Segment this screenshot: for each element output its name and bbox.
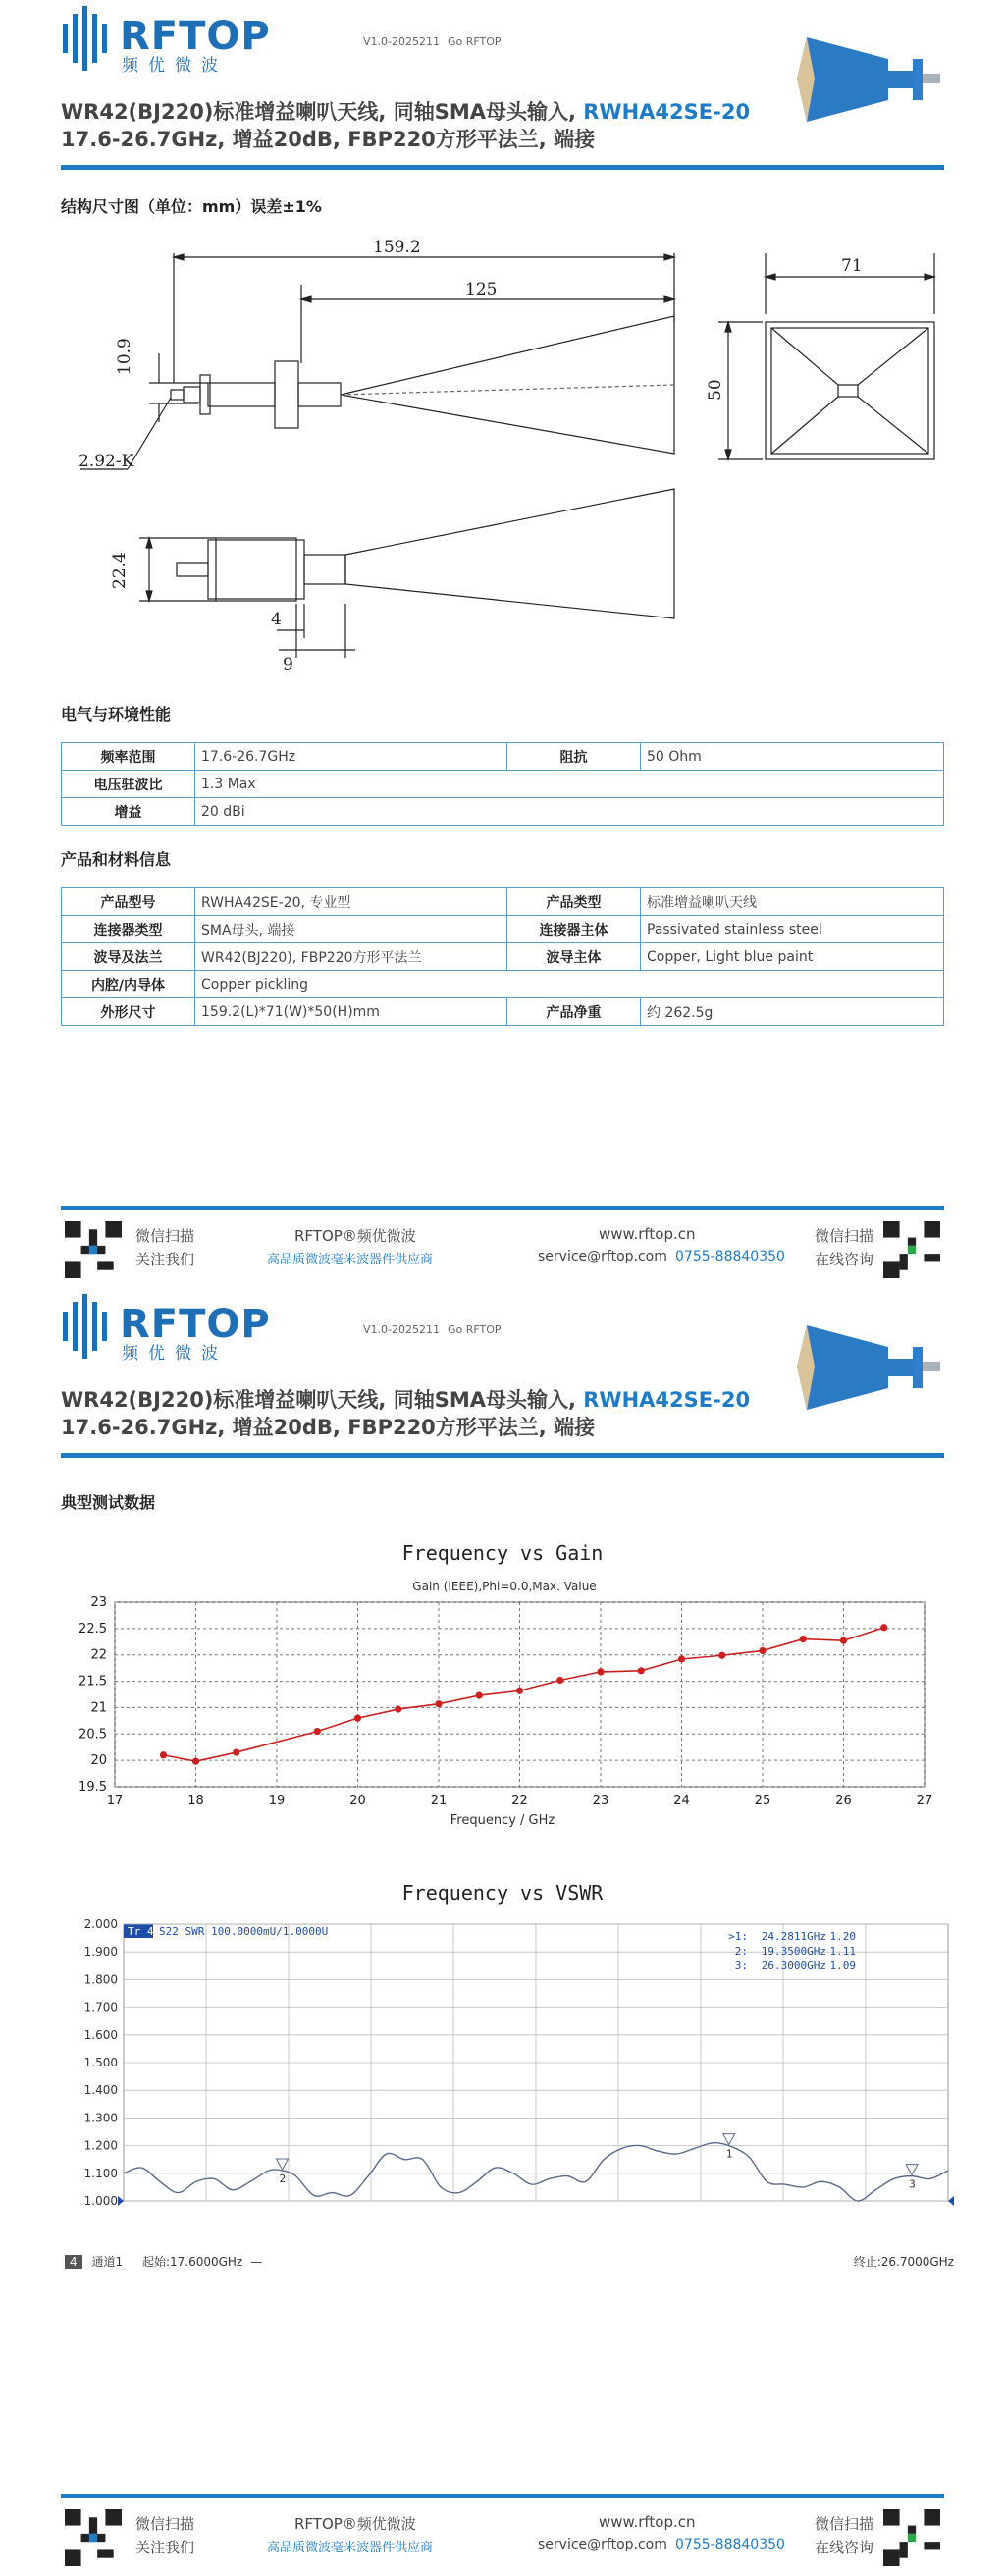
table-cell: 外形尺寸 <box>62 998 195 1026</box>
table-cell: 产品净重 <box>507 998 641 1026</box>
table-cell: RWHA42SE-20, 专业型 <box>195 888 507 916</box>
table-row <box>62 888 944 916</box>
brand-slogan: 高品质微波毫米波器件供应商 <box>267 2541 434 2555</box>
gain-data-point <box>718 1652 725 1659</box>
table-row <box>62 971 944 998</box>
gain-x-tick-label: 26 <box>835 1794 852 1808</box>
wechat-scan-label: 微信扫描 <box>135 2515 195 2533</box>
email-link[interactable]: service@rftop.com <box>538 1249 667 1264</box>
table-cell: Copper pickling <box>195 971 944 998</box>
gain-chart-subtitle: Gain (IEEE),Phi=0.0,Max. Value <box>412 1580 597 1593</box>
vswr-marker-label: 3 <box>909 2177 916 2191</box>
gain-chart-title: Frequency vs Gain <box>401 1541 604 1565</box>
go-rftop: Go RFTOP <box>447 1323 502 1336</box>
follow-us-label: 关注我们 <box>135 2539 195 2556</box>
test-section-title: 典型测试数据 <box>61 1493 156 1512</box>
gain-y-tick-label: 21 <box>90 1700 107 1716</box>
title-line-2: 17.6-26.7GHz, 增益20dB, FBP220方形平法兰, 端接 <box>61 128 596 151</box>
gain-data-point <box>233 1748 239 1755</box>
logo-text: RFTOP <box>120 14 271 59</box>
table-cell: 阻抗 <box>507 743 641 771</box>
wechat-scan-label: 微信扫描 <box>135 1227 195 1245</box>
gain-data-point <box>800 1636 807 1642</box>
gain-data-point <box>354 1715 361 1722</box>
marker-readout-freq: 24.2811GHz <box>761 1930 826 1943</box>
gain-data-point <box>476 1691 483 1698</box>
wechat-scan-label-2: 微信扫描 <box>815 1227 874 1245</box>
dim-length-total: 159.2 <box>373 238 421 257</box>
gain-y-tick-label: 23 <box>90 1595 107 1610</box>
vswr-marker-label: 2 <box>279 2172 287 2185</box>
trace-tag: Tr 4 <box>128 1925 154 1938</box>
gain-y-tick-label: 22 <box>90 1647 107 1663</box>
gain-y-tick-label: 22.5 <box>79 1621 107 1637</box>
electrical-section-title: 电气与环境性能 <box>61 705 172 724</box>
marker-readout-value: 1.11 <box>829 1945 856 1958</box>
reference-arrow-icon <box>118 2196 124 2206</box>
email-link[interactable]: service@rftop.com <box>538 2537 667 2552</box>
logo-text: RFTOP <box>120 1302 271 1347</box>
dim-connector-height: 10.9 <box>115 338 134 375</box>
gain-x-tick-label: 23 <box>592 1794 609 1808</box>
marker-readout-freq: 26.3000GHz <box>761 1959 826 1972</box>
table-cell: 内腔/内导体 <box>62 971 195 998</box>
version-label <box>355 35 502 48</box>
table-row <box>62 916 944 943</box>
gain-data-point <box>192 1758 199 1765</box>
vswr-y-tick-label: 1.400 <box>83 2083 118 2098</box>
gain-data-point <box>516 1688 523 1694</box>
gain-y-tick-label: 20 <box>90 1753 107 1769</box>
dim-waveguide-length: 9 <box>283 655 293 674</box>
gain-data-point <box>314 1728 321 1735</box>
version-label <box>355 1323 502 1336</box>
table-row <box>62 743 944 771</box>
online-consult-label: 在线咨询 <box>815 1251 874 1268</box>
gain-x-tick-label: 22 <box>511 1794 528 1808</box>
gain-x-tick-label: 21 <box>430 1794 448 1808</box>
vswr-y-tick-label: 2.000 <box>83 1917 118 1931</box>
vswr-y-tick-label: 1.600 <box>83 2027 118 2042</box>
dim-horn-length: 125 <box>465 280 498 299</box>
table-cell: 产品类型 <box>507 888 641 916</box>
marker-readout-id: >1: <box>728 1930 748 1943</box>
title-text: WR42(BJ220)标准增益喇叭天线, 同轴SMA母头输入, <box>61 100 584 124</box>
footer <box>61 2505 944 2576</box>
gain-x-tick-label: 17 <box>106 1794 124 1808</box>
website-link[interactable]: www.rftop.cn <box>599 1225 696 1243</box>
brand-name: RFTOP®频优微波 <box>294 2515 416 2533</box>
marker-readout-freq: 19.3500GHz <box>761 1945 826 1958</box>
qr-code-icon <box>65 2509 122 2566</box>
qr-code-icon <box>883 2509 940 2566</box>
marker-readout-value: 1.20 <box>829 1930 856 1943</box>
table-cell: SMA母头, 端接 <box>195 916 507 943</box>
dim-height: 50 <box>706 379 725 401</box>
front-view <box>706 253 934 459</box>
table-cell: 波导及法兰 <box>62 943 195 971</box>
stop-frequency: 终止:26.7000GHz <box>853 2255 954 2269</box>
qr-code-icon <box>65 1221 122 1278</box>
header-divider <box>61 1453 944 1458</box>
vswr-status-bar <box>61 2253 964 2273</box>
table-cell: 频率范围 <box>62 743 195 771</box>
vswr-y-tick-label: 1.000 <box>83 2194 118 2208</box>
gain-data-point <box>638 1667 645 1674</box>
model-number: RWHA42SE-20 <box>583 100 751 124</box>
title-text: WR42(BJ220)标准增益喇叭天线, 同轴SMA母头输入, <box>61 1388 584 1412</box>
table-cell: 20 dBi <box>195 798 944 826</box>
vswr-y-tick-label: 1.900 <box>83 1945 118 1959</box>
phone-number: 0755-88840350 <box>675 1249 785 1264</box>
table-row <box>62 943 944 971</box>
table-cell: WR42(BJ220), FBP220方形平法兰 <box>195 943 507 971</box>
gain-data-point <box>556 1677 563 1684</box>
gain-y-tick-label: 21.5 <box>79 1674 107 1690</box>
table-cell: 159.2(L)*71(W)*50(H)mm <box>195 998 507 1026</box>
connector-type-label: 2.92-K <box>79 452 134 471</box>
vswr-y-tick-label: 1.500 <box>83 2056 118 2069</box>
header-divider <box>61 165 944 170</box>
vswr-chart-title: Frequency vs VSWR <box>401 1881 604 1905</box>
model-number: RWHA42SE-20 <box>583 1388 751 1412</box>
gain-data-point <box>597 1668 604 1675</box>
table-cell: 连接器类型 <box>62 916 195 943</box>
wechat-scan-label-2: 微信扫描 <box>815 2515 874 2533</box>
table-cell: 标准增益喇叭天线 <box>641 888 944 916</box>
side-view <box>79 238 674 471</box>
product-table <box>61 887 944 1026</box>
gain-data-point <box>678 1655 685 1662</box>
start-frequency: 起始:17.6000GHz <box>141 2255 243 2269</box>
marker-readout-value: 1.09 <box>829 1959 856 1972</box>
phone-number: 0755-88840350 <box>675 2537 785 2552</box>
dash-icon: — <box>250 2255 263 2269</box>
horn-antenna-image <box>795 29 952 128</box>
table-cell: 增益 <box>62 798 195 826</box>
vswr-y-tick-label: 1.700 <box>83 2000 118 2014</box>
reference-arrow-icon <box>948 2196 954 2206</box>
electrical-table <box>61 742 944 826</box>
version: V1.0-2025211 <box>363 1323 440 1336</box>
vswr-chart <box>61 1914 964 2248</box>
footer <box>61 1217 944 1288</box>
product-section-title: 产品和材料信息 <box>61 850 172 869</box>
vswr-y-tick-label: 1.800 <box>83 1972 118 1987</box>
gain-y-tick-label: 20.5 <box>79 1727 107 1743</box>
version: V1.0-2025211 <box>363 35 440 48</box>
table-cell: 波导主体 <box>507 943 641 971</box>
table-cell: 约 262.5g <box>641 998 944 1026</box>
gain-x-tick-label: 24 <box>673 1794 690 1808</box>
vswr-y-tick-label: 1.100 <box>83 2166 118 2180</box>
gain-x-tick-label: 20 <box>349 1794 366 1808</box>
follow-us-label: 关注我们 <box>135 1251 195 1268</box>
channel-number: 4 <box>65 2255 82 2269</box>
table-cell: 1.3 Max <box>195 771 944 798</box>
gain-data-point <box>160 1751 167 1758</box>
title-line-2: 17.6-26.7GHz, 增益20dB, FBP220方形平法兰, 端接 <box>61 1416 596 1439</box>
gain-data-point <box>395 1705 401 1712</box>
table-row <box>62 798 944 826</box>
drawing-section-title: 结构尺寸图（单位：mm）误差±1% <box>61 197 322 216</box>
dim-flange-thickness: 4 <box>271 610 282 629</box>
vswr-y-tick-label: 1.200 <box>83 2138 118 2153</box>
logo-subtitle: 频优微波 <box>122 56 228 76</box>
dimension-drawing <box>61 226 944 677</box>
table-cell: 产品型号 <box>62 888 195 916</box>
table-cell: 17.6-26.7GHz <box>195 743 507 771</box>
gain-plot-area <box>115 1602 925 1787</box>
table-row <box>62 998 944 1026</box>
page-2 <box>0 1288 1005 2576</box>
marker-readout-id: 3: <box>734 1959 748 1972</box>
dim-width: 71 <box>841 256 863 276</box>
horn-antenna-image <box>795 1317 952 1416</box>
logo-subtitle: 频优微波 <box>122 1344 228 1364</box>
table-cell: 连接器主体 <box>507 916 641 943</box>
table-cell: 电压驻波比 <box>62 771 195 798</box>
vswr-marker-label: 1 <box>725 2147 733 2161</box>
footer-divider <box>61 1206 944 1210</box>
gain-data-point <box>880 1624 887 1631</box>
gain-x-tick-label: 19 <box>268 1794 286 1808</box>
gain-x-tick-label: 25 <box>754 1794 771 1808</box>
marker-readout-id: 2: <box>734 1945 748 1958</box>
channel-label: 通道1 <box>91 2255 124 2269</box>
website-link[interactable]: www.rftop.cn <box>599 2513 696 2531</box>
table-cell: 50 Ohm <box>641 743 944 771</box>
footer-divider <box>61 2494 944 2498</box>
table-cell: Passivated stainless steel <box>641 916 944 943</box>
go-rftop: Go RFTOP <box>447 35 502 48</box>
gain-x-tick-label: 18 <box>187 1794 204 1808</box>
gain-x-tick-label: 27 <box>916 1794 933 1808</box>
trace-label: S22 SWR 100.0000mU/1.0000U <box>159 1925 329 1938</box>
qr-code-icon <box>883 1221 940 1278</box>
table-cell: Copper, Light blue paint <box>641 943 944 971</box>
top-view <box>110 489 674 674</box>
gain-chart <box>61 1573 944 1828</box>
gain-data-point <box>759 1647 766 1654</box>
dim-body-height: 22.4 <box>110 552 130 589</box>
gain-data-point <box>435 1700 442 1707</box>
table-row <box>62 771 944 798</box>
online-consult-label: 在线咨询 <box>815 2539 874 2556</box>
vswr-y-tick-label: 1.300 <box>83 2111 118 2125</box>
brand-name: RFTOP®频优微波 <box>294 1227 416 1245</box>
title-line-1 <box>61 96 750 126</box>
gain-data-point <box>840 1637 847 1644</box>
gain-x-axis-label: Frequency / GHz <box>450 1813 555 1828</box>
brand-slogan: 高品质微波毫米波器件供应商 <box>267 1253 434 1267</box>
gain-y-tick-label: 19.5 <box>79 1780 107 1795</box>
title-line-1 <box>61 1384 750 1414</box>
